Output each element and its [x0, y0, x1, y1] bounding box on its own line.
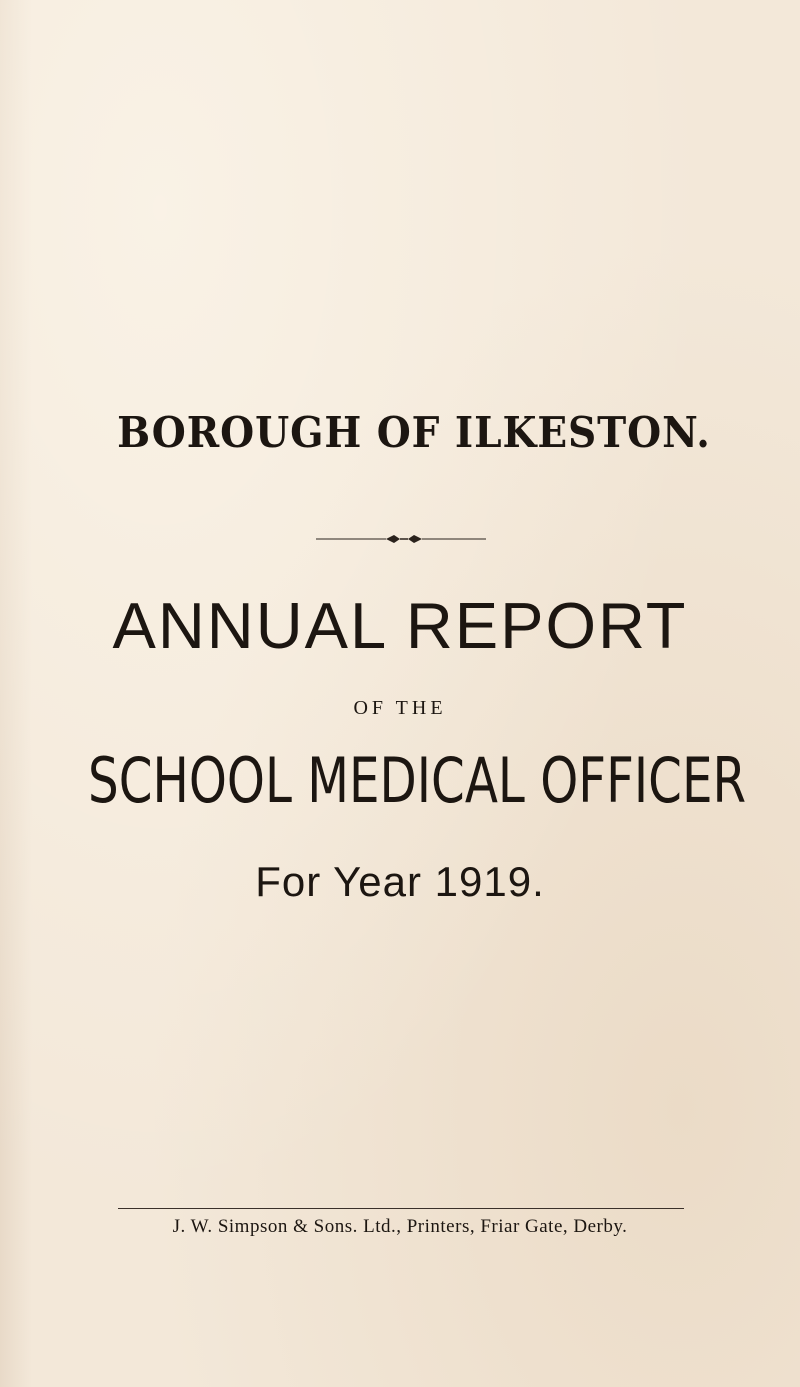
year-subtitle: For Year 1919. [255, 858, 545, 905]
annual-report-title: ANNUAL REPORT [112, 589, 688, 662]
school-medical-officer-title: SCHOOL MEDICAL OFFICER [88, 744, 747, 817]
ornamental-divider-icon [316, 532, 486, 546]
footer-rule [118, 1208, 684, 1209]
of-the-label: OF THE [353, 697, 447, 719]
printer-imprint: J. W. Simpson & Sons. Ltd., Printers, Friar Gate, Derby. [172, 1216, 628, 1237]
borough-heading: BOROUGH OF ILKESTON. [117, 408, 711, 457]
